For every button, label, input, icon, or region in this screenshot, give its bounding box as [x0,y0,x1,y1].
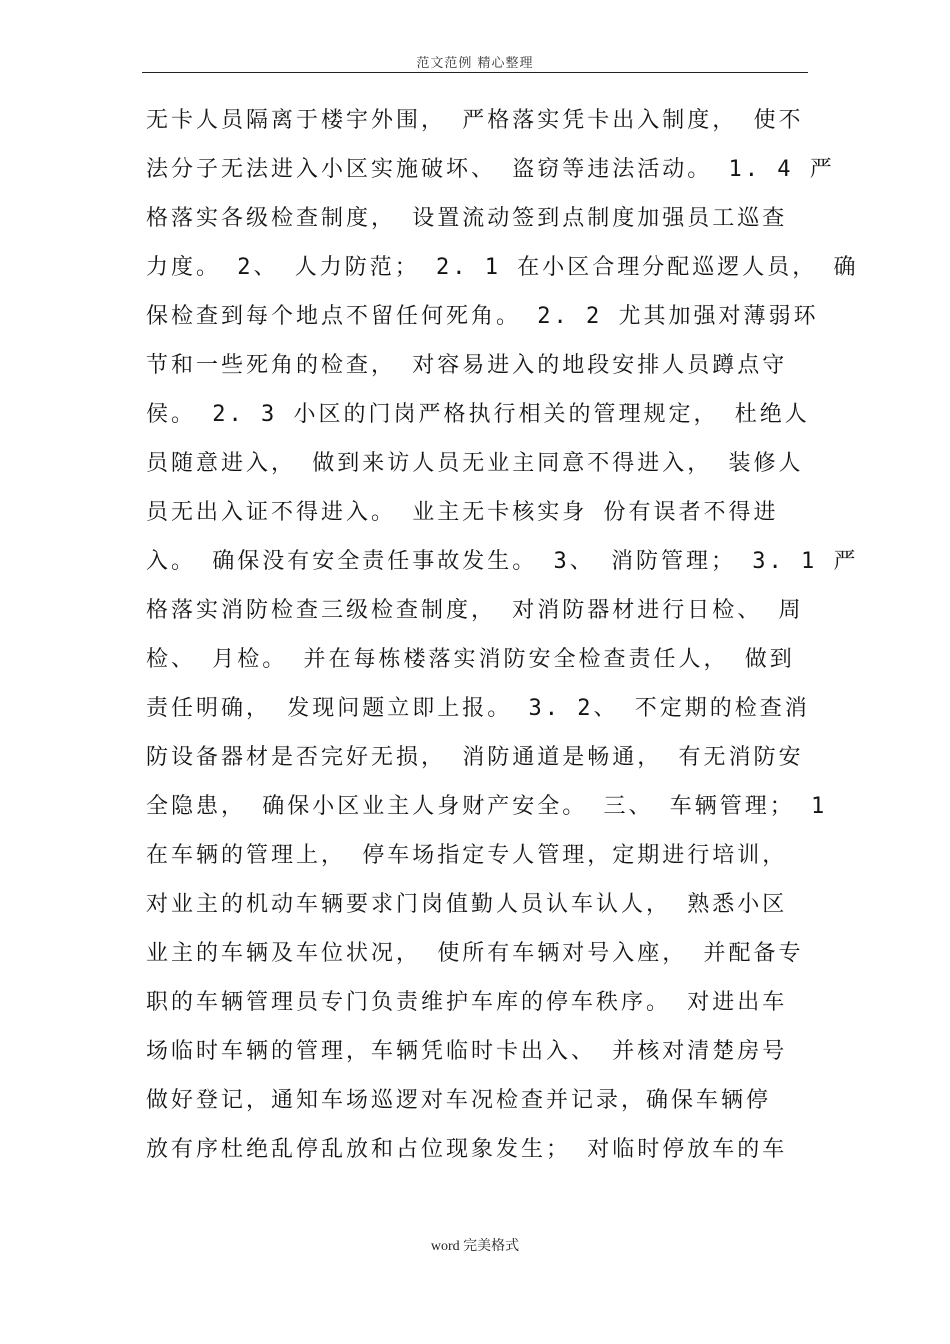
body-line: 力度。 2、 人力防范； 2. 1 在小区合理分配巡逻人员， 确 [146,255,859,280]
body-line: 场临时车辆的管理，车辆凭临时卡出入、 并核对清楚房号 [146,1039,788,1064]
body-line: 员无出入证不得进入。 业主无卡核实身 份有误者不得进 [146,500,779,525]
body-line: 格落实各级检查制度， 设置流动签到点制度加强员工巡查 [146,206,788,231]
body-line: 防设备器材是否完好无损， 消防通道是畅通， 有无消防安 [146,745,804,770]
header-divider [142,72,808,73]
body-line: 对业主的机动车辆要求门岗值勤人员认车认人， 熟悉小区 [146,892,788,917]
body-line: 入。 确保没有安全责任事故发生。 3、 消防管理； 3. 1 严 [146,549,859,574]
body-line: 法分子无法进入小区实施破坏、 盗窃等违法活动。 1. 4 严 [146,157,835,182]
body-line: 检、 月检。 并在每栋楼落实消防安全检查责任人， 做到 [146,647,795,672]
body-line: 业主的车辆及车位状况， 使所有车辆对号入座， 并配备专 [146,941,804,966]
body-line: 责任明确， 发现问题立即上报。 3. 2、 不定期的检查消 [146,696,810,721]
body-line: 职的车辆管理员专门负责维护车库的停车秩序。 对进出车 [146,990,788,1015]
body-line: 保检查到每个地点不留任何死角。 2. 2 尤其加强对薄弱环 [146,304,819,329]
page-footer: word 完美格式 [430,1239,520,1254]
body-line: 节和一些死角的检查， 对容易进入的地段安排人员蹲点守 [146,353,788,378]
body-line: 侯。 2. 3 小区的门岗严格执行相关的管理规定， 杜绝人 [146,402,810,427]
body-line: 无卡人员隔离于楼宇外围， 严格落实凭卡出入制度， 使不 [146,108,804,133]
document-body [146,96,859,1174]
body-line: 做好登记，通知车场巡逻对车况检查并记录，确保车辆停 [146,1088,772,1113]
page-header: 范文范例 精心整理 [416,56,534,71]
body-line: 在车辆的管理上， 停车场指定专人管理，定期进行培训， [146,843,788,868]
body-line: 放有序杜绝乱停乱放和占位现象发生； 对临时停放车的车 [146,1137,788,1162]
body-line: 员随意进入， 做到来访人员无业主同意不得进入， 装修人 [146,451,804,476]
body-line: 格落实消防检查三级检查制度， 对消防器材进行日检、 周 [146,598,804,623]
body-line: 全隐患， 确保小区业主人身财产安全。 三、 车辆管理； 1 [146,794,828,819]
